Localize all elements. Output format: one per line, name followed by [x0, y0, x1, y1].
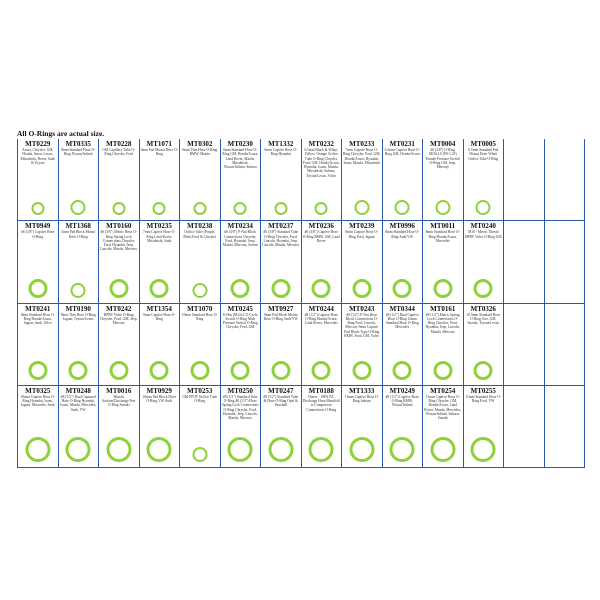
- part-description: GM Capillary Tube O-Ring Chrysler, Ford: [102, 148, 136, 157]
- o-ring-icon: [109, 361, 128, 380]
- o-ring-icon: [315, 202, 328, 215]
- part-cell: [464, 304, 505, 386]
- part-cell: [18, 139, 59, 221]
- part-cell: [383, 221, 424, 303]
- part-number: MT0161: [430, 304, 456, 313]
- part-cell: [221, 304, 262, 386]
- part-cell: [99, 221, 140, 303]
- part-cell: [302, 386, 343, 468]
- part-number: MT0249: [389, 386, 415, 395]
- o-ring-icon: [192, 283, 207, 298]
- o-ring-icon: [112, 202, 125, 215]
- part-cell: [464, 139, 505, 221]
- o-ring-icon: [349, 437, 374, 462]
- part-description: #8 (1/2") Dual Captured Hose O-Ring Hyundai, Isuzu, Mazda, Mercedes, Saab, VW: [60, 394, 97, 412]
- part-cell: [221, 386, 262, 468]
- part-cell: [342, 139, 383, 221]
- part-description: 6mm Thin Hose O-Ring BMW, Mazda: [182, 148, 218, 157]
- part-description: 11mm Standard Hose O-Ring Ford, VW: [465, 394, 502, 404]
- part-cell: [464, 221, 505, 303]
- part-number: MT0248: [65, 386, 91, 395]
- part-description: Acura, Chrysler, GM, Honda, Isuzu, Lexus, Mitsubishi, Rover, Saab & Toyota: [20, 148, 56, 165]
- part-description: #6 (3/8") Captive Hose O-Ring BMW, GM, Land Rover: [302, 230, 340, 243]
- o-ring-icon: [312, 361, 331, 380]
- part-description: 8mm Standard Hose O-Ring Nissan/Infiniti: [61, 148, 96, 157]
- part-description: 9mm Captive Hose O-Ring: [143, 312, 176, 321]
- empty-cell: [504, 386, 545, 468]
- o-ring-icon: [28, 361, 47, 380]
- part-description: #8 (1/2") Standard Tube O-Ring #8 (1/2") Hose Spring Lock Connections O-Ring Chrysler, Ford, Hyundai, Jeep, Lincoln, Mazda, Mercury: [221, 394, 259, 421]
- part-description: 9mm Pad Block Mount Drier O-Ring Audi/VW: [263, 312, 298, 321]
- part-number: MT0927: [268, 304, 294, 313]
- part-description: #6 (3/8") Standard Tube O-Ring Chrysler, Ford, Lincoln, Hyundai, Jeep, Lincoln, Mazda, Mercury: [262, 230, 300, 248]
- part-description: M10 - Metric Thread HPRV Valve O-Ring GM: [464, 230, 502, 239]
- part-number: MT0233: [349, 140, 375, 148]
- part-number: MT0238: [187, 222, 213, 231]
- o-ring-icon: [190, 361, 209, 380]
- empty-cell: [545, 386, 586, 468]
- part-number: MT0929: [146, 386, 172, 395]
- part-description: #8 (1/2") P-Nut Hose Block Connections O-Ring Ford, Lincoln, Mercury 9mm Captive Pad Block-Type O-Ring BMW, Ford, GM, Volvo: [344, 312, 380, 338]
- empty-cell: [545, 139, 586, 221]
- o-ring-icon: [150, 279, 169, 298]
- o-ring-icon: [393, 279, 412, 298]
- part-number: MT0232: [308, 140, 334, 148]
- part-description: 6.5mm Black & White, Yellow, Orange Orifice Tube O-Ring Chrysler, Ford, GM, Honda/Acura, Hyundai, Isuzu, Mazda, Mitsubishi, Subaru, Toyota/Lexus, Volvo: [303, 148, 340, 178]
- part-number: MT0302: [187, 140, 213, 148]
- part-cell: [221, 221, 262, 303]
- part-cell: [59, 221, 100, 303]
- part-description: #8 (1/2") Captive Hose O-Ring Honda/Acura, Land Rover, Mercedes: [304, 312, 338, 326]
- o-ring-icon: [66, 437, 91, 462]
- o-ring-icon: [309, 437, 334, 462]
- part-cell: [180, 386, 221, 468]
- part-cell: [18, 221, 59, 303]
- part-number: MT0190: [65, 304, 91, 313]
- part-description: HPRV Valve O-Ring Chrysler, Ford, GM, Jeep, Mercury: [100, 312, 138, 326]
- part-cell: [18, 304, 59, 386]
- part-number: MT0188: [308, 386, 334, 395]
- part-number: MT0231: [389, 140, 415, 148]
- part-number: MT0005: [470, 140, 496, 148]
- o-ring-icon: [395, 200, 410, 215]
- part-description: 5mm Pad Mount Drier O-Ring: [140, 148, 178, 157]
- part-cell: [99, 304, 140, 386]
- part-description: 11mm Captive Hose O-Ring Chrysler, GM, Honda/Acura, Land Rover, Mazda, Mercedes, Nissan/Infiniti, Subaru, Suzuki: [424, 394, 462, 421]
- o-ring-icon: [268, 437, 293, 462]
- o-ring-icon: [147, 437, 172, 462]
- part-description: 6.5mm Standard Pad Mount Drier White Orifice Tube O-Ring: [468, 148, 499, 161]
- part-cell: [342, 304, 383, 386]
- part-cell: [59, 386, 100, 468]
- part-description: 6.5mm Captive Hose O-Ring GM, Honda/Acura: [384, 148, 420, 157]
- o-ring-icon: [435, 200, 450, 215]
- part-number: MT0011: [430, 222, 456, 231]
- part-number: MT0239: [349, 222, 375, 231]
- part-description: 9mm Thin Hose O-Ring Jaguar, Toyota/Lexus: [60, 312, 96, 321]
- o-ring-icon: [474, 279, 493, 298]
- part-number: MT0245: [227, 304, 253, 313]
- part-cell: [180, 139, 221, 221]
- o-ring-icon: [69, 361, 88, 380]
- part-description: #8 (1/2") Captive Hose O-Ring BMW, Nissan/Infiniti: [385, 394, 419, 408]
- part-cell: [302, 221, 343, 303]
- o-ring-icon: [25, 437, 50, 462]
- part-description: 7mm Captive Hose O-Ring Chrysler, Ford, GM, Honda/Acura, Hyundai, Isuzu, Mazda, Mitsubishi: [343, 148, 381, 165]
- part-cell: [342, 386, 383, 468]
- part-cell: [302, 139, 343, 221]
- part-number: MT0235: [146, 222, 172, 231]
- empty-cell: [504, 304, 545, 386]
- part-cell: [464, 386, 505, 468]
- o-ring-icon: [476, 200, 491, 215]
- part-number: MT0237: [268, 222, 294, 231]
- part-description: #8 (1/2") Metric Spring Lock Connections O-Ring Chrysler, Ford, Hyundai, Jeep, Lincoln, Mazda, Mercury: [425, 312, 460, 334]
- o-ring-icon: [106, 437, 131, 462]
- part-description: 10mm Standard Hose O-Ring: [181, 312, 218, 321]
- part-cell: [59, 304, 100, 386]
- empty-cell: [504, 221, 545, 303]
- part-number: MT0241: [25, 304, 51, 313]
- part-cell: [261, 221, 302, 303]
- o-ring-icon: [231, 361, 250, 380]
- part-number: MT0326: [470, 304, 496, 313]
- part-description: 6mm Standard Hose O-Ring GM, Honda/Acura, Land Rover, Mazda, Mitsubishi, Nissan/Infiniti, Subaru: [222, 148, 259, 170]
- o-ring-chart-grid: [17, 139, 585, 468]
- o-ring-icon: [274, 202, 287, 215]
- o-ring-icon: [31, 202, 44, 215]
- o-ring-icon: [433, 361, 452, 380]
- part-cell: [140, 386, 181, 468]
- part-number: MT0016: [106, 386, 132, 395]
- part-description: 9mm Standard Hose O-Ring Honda/Acura, Jaguar, Saab, Volvo: [20, 312, 55, 326]
- o-ring-icon: [312, 279, 331, 298]
- o-ring-icon: [150, 361, 169, 380]
- part-description: #8 (1/2") Standard Tube & Hose O-Ring Opel & Vauxhall: [263, 394, 299, 408]
- o-ring-icon: [192, 447, 207, 462]
- part-description: Orifice Tube (Purple, Blue) Ford & Chrysler: [183, 230, 217, 239]
- part-description: #6 (3/8") O-Ring M10x1.0 (PS-1.25) Female Pressure Switch O-Ring GM, Jeep, Mercury: [425, 148, 461, 170]
- part-number: MT1354: [146, 304, 172, 313]
- o-ring-icon: [71, 283, 86, 298]
- part-description: Hitachi Suction/Discharge Port O-Ring Suzuki: [102, 394, 136, 408]
- part-cell: [342, 221, 383, 303]
- part-description: 8.19m (M12x1.5) Cycle Switch O-Ring Male Pressure Switch O-Ring Chrysler, Ford, GM: [222, 312, 258, 330]
- o-ring-icon: [352, 361, 371, 380]
- o-ring-icon: [153, 202, 166, 215]
- part-cell: [59, 139, 100, 221]
- part-number: MT0325: [25, 386, 51, 395]
- o-ring-icon: [390, 437, 415, 462]
- part-description: 10mm Pad Block Drier O-Ring VW/Audi: [142, 394, 176, 404]
- part-number: MT0949: [25, 222, 51, 231]
- part-description: 7mm Captive Hose O-Ring Land Rover, Mitsubishi, Saab: [143, 230, 176, 243]
- o-ring-icon: [234, 202, 247, 215]
- part-number: MT0228: [106, 140, 132, 148]
- part-description: 5mm Pad Block Mount Drier O-Ring: [61, 230, 96, 239]
- part-description: 10.5mm Standard Hose O-Ring Geo, GM, Suzuki, Toyota/Lexus: [466, 312, 501, 326]
- part-number: MT1070: [187, 304, 213, 313]
- part-cell: [140, 139, 181, 221]
- o-ring-icon: [109, 279, 128, 298]
- o-ring-icon: [354, 200, 369, 215]
- o-ring-icon: [430, 437, 455, 462]
- page-heading: All O-Rings are actual size.: [17, 129, 105, 138]
- part-number: MT1333: [349, 386, 375, 395]
- part-number: MT0255: [470, 386, 496, 395]
- part-description: #8 (1/2") Dual Captive Hose O-Ring 12mm Standard Hose O-Ring Mercedes: [385, 312, 419, 330]
- part-number: MT1071: [146, 140, 172, 148]
- part-number: MT0243: [349, 304, 375, 313]
- part-cell: [140, 221, 181, 303]
- o-ring-icon: [231, 279, 250, 298]
- part-description: Denso - 10PA15C Discharge Hose Manifold to Compressor Connections O-Ring: [302, 394, 340, 412]
- part-cell: [423, 139, 464, 221]
- part-description: GM FFOT Orifice Tube O-Ring: [182, 394, 218, 404]
- empty-cell: [545, 304, 586, 386]
- o-ring-icon: [193, 202, 206, 215]
- part-number: MT0344: [389, 304, 415, 313]
- o-ring-icon: [474, 361, 493, 380]
- part-cell: [99, 139, 140, 221]
- part-cell: [423, 304, 464, 386]
- part-number: MT0242: [106, 304, 132, 313]
- part-description: #6 (3/8") P-Nut Block Connections Chrysler, Ford, Hyundai, Jeep, Mazda, Mercury, Saturn: [222, 230, 258, 248]
- part-cell: [221, 139, 262, 221]
- part-cell: [383, 304, 424, 386]
- part-number: MT0250: [227, 386, 253, 395]
- part-cell: [261, 386, 302, 468]
- part-cell: [180, 304, 221, 386]
- part-number: MT0004: [430, 140, 456, 148]
- part-number: MT0247: [268, 386, 294, 395]
- part-number: MT0253: [187, 386, 213, 395]
- part-cell: [140, 304, 181, 386]
- empty-cell: [504, 139, 545, 221]
- part-number: MT0335: [65, 140, 91, 148]
- part-description: 11mm Captive Hose O-Ring Subaru: [344, 394, 379, 404]
- part-cell: [261, 304, 302, 386]
- part-description: #6 (3/8") Captive Hose O-Ring: [21, 230, 55, 239]
- part-description: 6mm Captive Hose O-Ring Hyundai: [264, 148, 297, 157]
- part-description: 8mm Captive Hose O-Ring Ford, Jaguar: [345, 230, 378, 239]
- part-number: MT0236: [308, 222, 334, 231]
- part-cell: [383, 139, 424, 221]
- part-cell: [302, 304, 343, 386]
- part-number: MT0160: [106, 222, 132, 231]
- part-cell: [423, 386, 464, 468]
- part-cell: [18, 386, 59, 468]
- part-number: MT0244: [308, 304, 334, 313]
- o-ring-icon: [271, 361, 290, 380]
- part-cell: [180, 221, 221, 303]
- o-ring-icon: [393, 361, 412, 380]
- o-ring-icon: [28, 279, 47, 298]
- part-number: MT0240: [470, 222, 496, 231]
- part-description: 8mm Standard Hose O-Ring Audi/VW: [385, 230, 420, 239]
- part-number: MT1368: [65, 222, 91, 231]
- part-cell: [383, 386, 424, 468]
- o-ring-icon: [471, 437, 496, 462]
- part-description: #6 (3/8") Metric Hose O-Ring Spring Lock Connections Chrysler, Ford, Hyundai, Jeep, Lincoln, Mazda, Mercury: [100, 230, 138, 252]
- part-number: MT0234: [227, 222, 253, 231]
- part-number: MT0254: [430, 386, 456, 395]
- part-cell: [261, 139, 302, 221]
- part-description: 10mm Captive Hose O-Ring Hyundai, Isuzu, Jaguar, Mercedes, Saab: [20, 394, 55, 408]
- part-number: MT0230: [227, 140, 253, 148]
- o-ring-icon: [433, 279, 452, 298]
- o-ring-icon: [228, 437, 253, 462]
- part-description: 8mm Standard Hose O-Ring Honda/Acura, Mercedes: [425, 230, 460, 243]
- o-ring-icon: [352, 279, 371, 298]
- part-number: MT1332: [268, 140, 294, 148]
- empty-cell: [545, 221, 586, 303]
- part-number: MT0996: [389, 222, 415, 231]
- o-ring-icon: [71, 200, 86, 215]
- part-cell: [99, 386, 140, 468]
- o-ring-icon: [271, 279, 290, 298]
- part-cell: [423, 221, 464, 303]
- part-number: MT0229: [25, 140, 51, 148]
